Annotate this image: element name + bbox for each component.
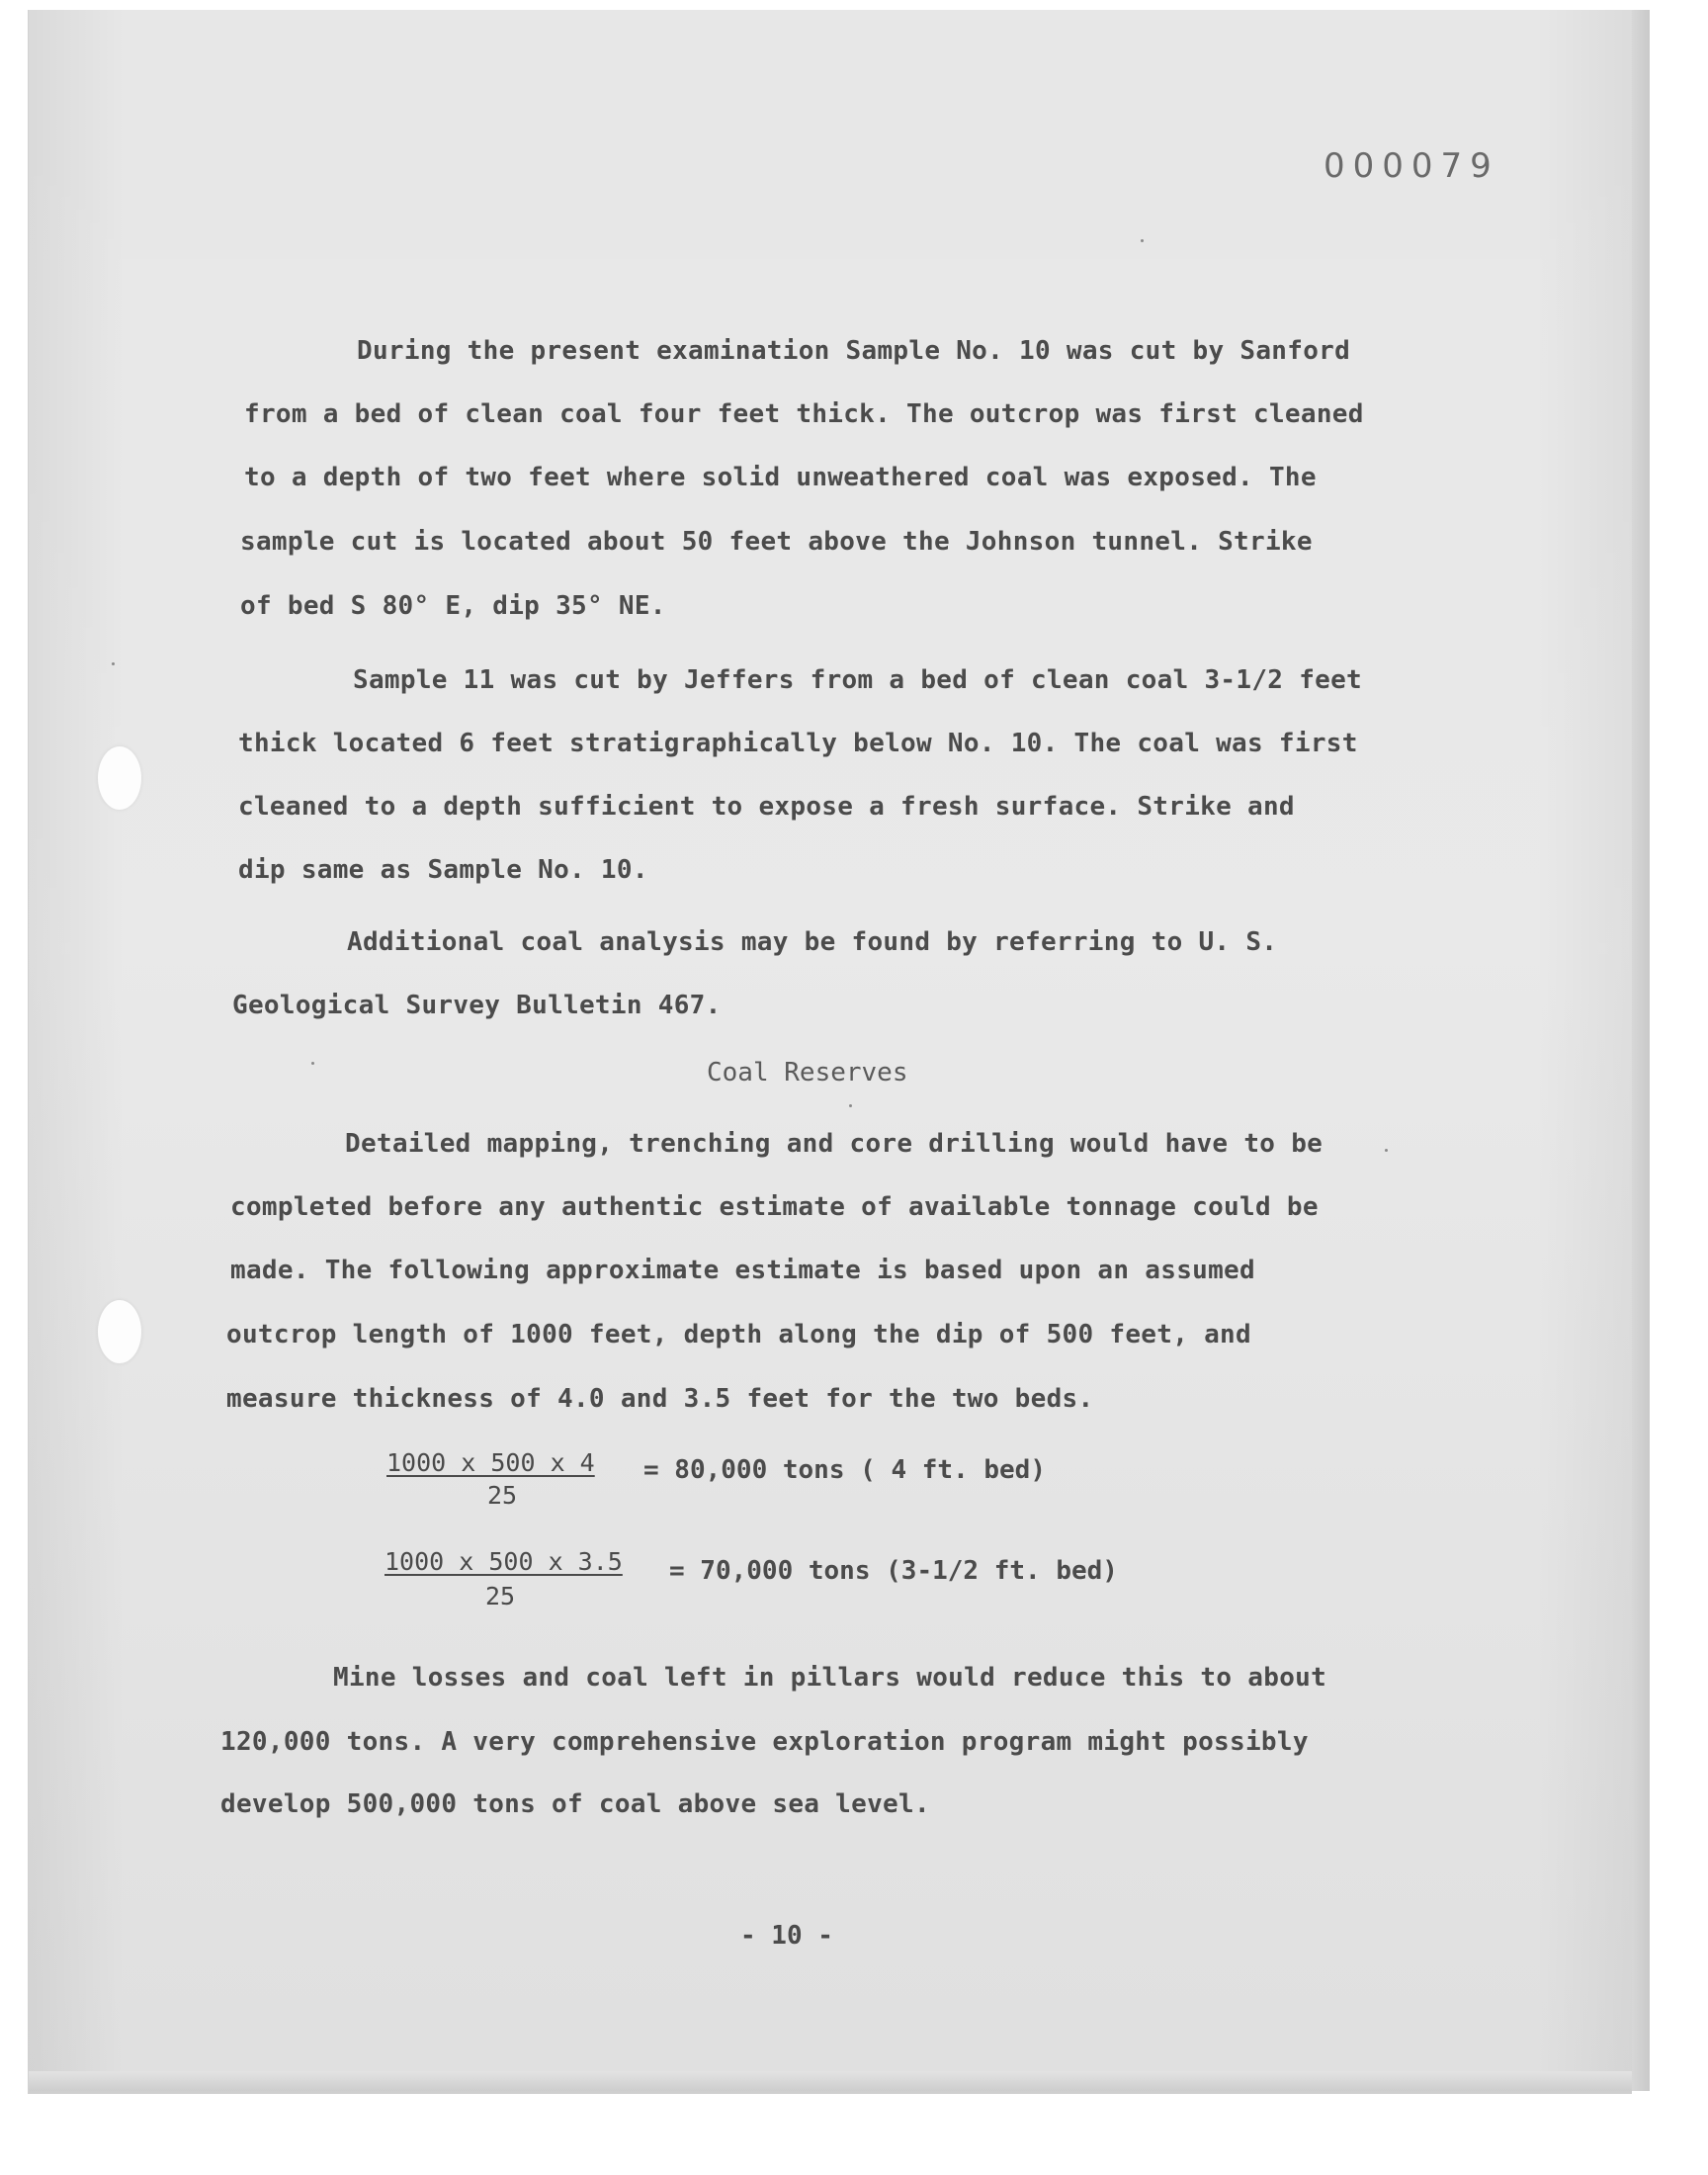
equation-1-numerator: 1000 x 500 x 4 xyxy=(386,1448,595,1477)
reserves-line-2: completed before any authentic estimate of available tonnage could be xyxy=(230,1192,1319,1222)
paragraph-3-line-1: Additional coal analysis may be found by referring to U. S. xyxy=(347,927,1278,957)
reserves-line-4: outcrop length of 1000 feet, depth along the dip of 500 feet, and xyxy=(226,1320,1251,1349)
paragraph-2-line-4: dip same as Sample No. 10. xyxy=(238,855,648,885)
equation-1-denominator: 25 xyxy=(487,1481,518,1510)
punch-hole-bottom xyxy=(98,1300,141,1363)
section-heading: Coal Reserves xyxy=(707,1058,908,1088)
paragraph-2-line-1: Sample 11 was cut by Jeffers from a bed of clean coal 3-1/2 feet xyxy=(353,665,1363,695)
reserves-line-3: made. The following approximate estimate is based upon an assumed xyxy=(230,1256,1255,1285)
scan-speck xyxy=(1385,1149,1388,1152)
page-bottom-shadow xyxy=(29,2071,1632,2091)
paragraph-1-line-5: of bed S 80° E, dip 35° NE. xyxy=(240,591,666,621)
scan-speck xyxy=(112,662,115,665)
equation-1-result: = 80,000 tons ( 4 ft. bed) xyxy=(643,1455,1046,1485)
paragraph-1-line-2: from a bed of clean coal four feet thick. The outcrop was first cleaned xyxy=(244,399,1364,429)
paragraph-2-line-3: cleaned to a depth sufficient to expose a fresh surface. Strike and xyxy=(238,792,1295,822)
paragraph-2-line-2: thick located 6 feet stratigraphically below No. 10. The coal was first xyxy=(238,729,1358,758)
reserves-line-5: measure thickness of 4.0 and 3.5 feet for the two beds. xyxy=(226,1384,1094,1414)
punch-hole-top xyxy=(98,746,141,810)
scan-speck xyxy=(1141,239,1144,242)
paragraph-1-line-1: During the present examination Sample No. 10 was cut by Sanford xyxy=(357,336,1351,366)
closing-line-2: 120,000 tons. A very comprehensive exploration program might possibly xyxy=(220,1727,1309,1757)
page-edge-shadow xyxy=(1632,10,1650,2091)
scan-speck xyxy=(849,1104,852,1107)
reserves-line-1: Detailed mapping, trenching and core drilling would have to be xyxy=(345,1129,1324,1159)
document-stamp-number: 000079 xyxy=(1324,146,1499,186)
closing-line-1: Mine losses and coal left in pillars would reduce this to about xyxy=(333,1663,1327,1693)
paragraph-3-line-2: Geological Survey Bulletin 467. xyxy=(232,991,722,1020)
page-number: - 10 - xyxy=(740,1921,833,1951)
equation-2-numerator: 1000 x 500 x 3.5 xyxy=(384,1547,623,1576)
equation-2-denominator: 25 xyxy=(485,1582,516,1610)
scan-speck xyxy=(311,1062,314,1065)
equation-2-result: = 70,000 tons (3-1/2 ft. bed) xyxy=(669,1556,1118,1586)
paragraph-1-line-4: sample cut is located about 50 feet above the Johnson tunnel. Strike xyxy=(240,527,1313,557)
closing-line-3: develop 500,000 tons of coal above sea level. xyxy=(220,1789,930,1819)
paragraph-1-line-3: to a depth of two feet where solid unweathered coal was exposed. The xyxy=(244,463,1317,492)
scanned-page xyxy=(28,10,1632,2094)
